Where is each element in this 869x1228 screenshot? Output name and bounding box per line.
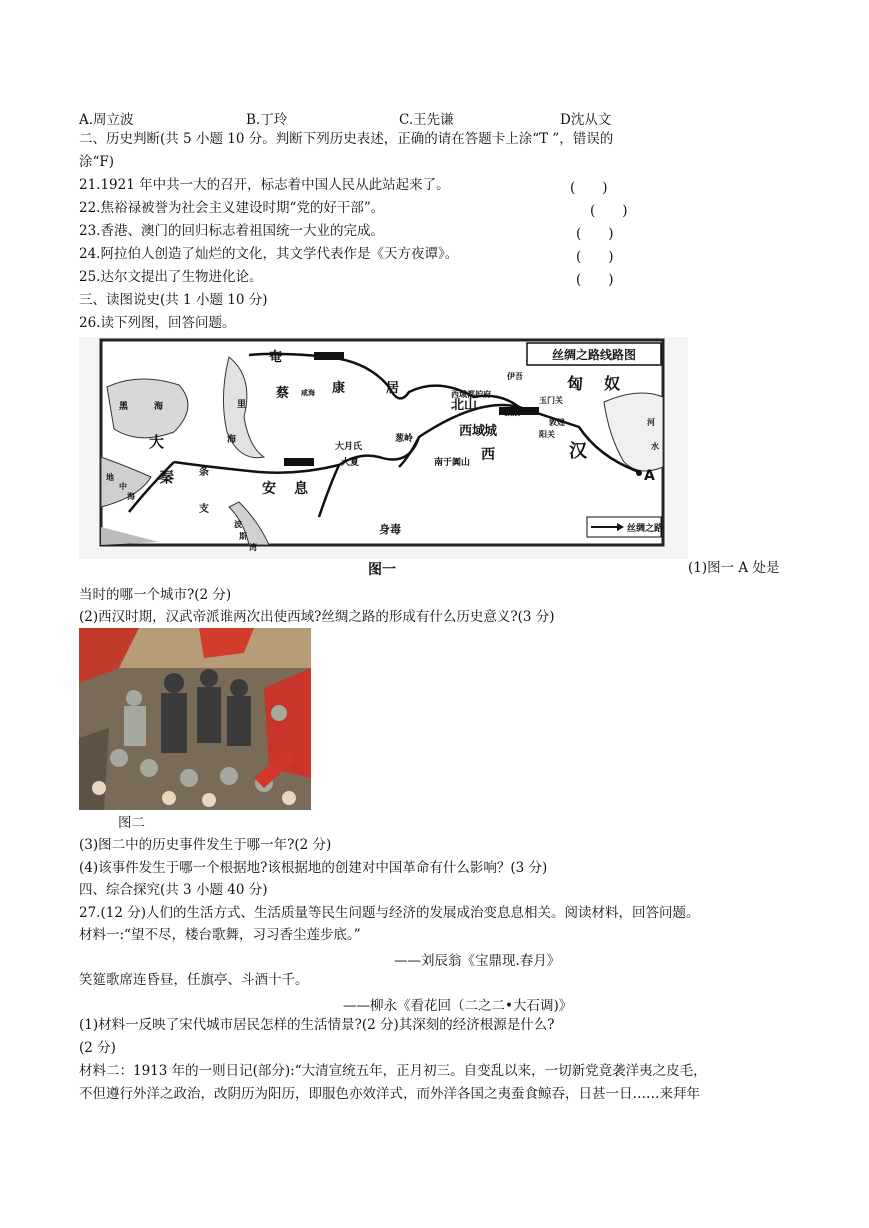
question-26: 26.读下列图，回答问题。 (79, 315, 236, 331)
silk-road-map (79, 337, 688, 559)
map-label-dayuezhi: 大月氏 (335, 442, 363, 452)
map-label-he: 河 (647, 418, 655, 427)
map-label-zhangye: 张掖 (504, 408, 520, 417)
material1-source2: ——柳永《看花回（二之二•大石调)》 (343, 998, 573, 1014)
question-26-1-cont: 当时的哪一个城市?(2 分) (79, 587, 232, 603)
map-label-lihai2: 海 (227, 435, 237, 445)
map-label-anxi2: 息 (294, 481, 308, 497)
material1-line1: 材料一:“望不尽，楼台歌舞，习习香尘莲步底。” (79, 927, 361, 943)
map-label-xiyu2: 城 (484, 424, 498, 439)
map-label-lihai: 里 (237, 400, 247, 410)
map-label-heihai: 黑 (119, 402, 129, 412)
question-27-1: (1)材料一反映了宋代城市居民怎样的生活情景?(2 分)其深刻的经济根源是什么? (79, 1017, 555, 1033)
map-label-kangju2: 居 (386, 381, 400, 396)
option-d: D沈从文 (560, 112, 612, 128)
judgment-25: 25.达尔文提出了生物进化论。 (79, 269, 263, 285)
judgment-22: 22.焦裕禄被誉为社会主义建设时期“党的好干部”。 (79, 200, 385, 216)
figure1-caption: 图一 (368, 562, 396, 578)
map-label-shui: 水 (651, 442, 659, 451)
map-label-nu: 匈 (567, 374, 584, 393)
map-label-a: A (644, 468, 655, 484)
judgment-23: 23.香港、澳门的回归标志着祖国统一大业的完成。 (79, 223, 384, 239)
question-26-3: (3)图二中的历史事件发生于哪一年?(2 分) (79, 837, 332, 853)
map-label-beishan: 北山 (451, 398, 478, 413)
map-label-yiwu: 伊吾 (507, 372, 523, 381)
question-26-4: (4)该事件发生于哪一个根据地?该根据地的创建对中国革命有什么影响？(3 分) (79, 860, 548, 876)
map-label-bosi: 波 (234, 520, 242, 529)
map-label-shendu: 身毒 (379, 523, 401, 536)
question-26-2: (2)西汉时期，汉武帝派谁两次出使西域?丝绸之路的形成有什么历史意义?(3 分) (79, 609, 555, 625)
map-label-heihai2: 海 (154, 402, 164, 412)
option-b: B.丁玲 (246, 112, 288, 128)
material2-line1: 材料二：1913 年的一则日记(部分):“大清宣统五年，正月初三。自变乱以来，一切新党竟袭洋夷之皮毛， (79, 1063, 707, 1079)
map-label-dizhonghai3: 海 (127, 492, 135, 501)
map-label-tiaozhi2: 支 (199, 504, 209, 515)
question-27-1-cont: (2 分) (79, 1040, 116, 1056)
answer-paren-21: ( ) (570, 180, 608, 196)
map-label-bosi2: 斯 (239, 532, 247, 541)
map-label-nanshan: 南于阗山 (434, 458, 471, 468)
answer-paren-25: ( ) (576, 272, 614, 288)
map-label-dizhonghai2: 中 (119, 482, 127, 491)
map-label-yumenguan: 玉门关 (539, 396, 563, 405)
map-label-xiyu: 西域 (459, 424, 486, 439)
map-label-xianhai: 咸海 (301, 389, 315, 397)
zunyi-meeting-painting (79, 628, 311, 810)
map-label-daqin: 大 (149, 433, 165, 451)
judgment-21: 21.1921 年中共一大的召开，标志着中国人民从此站起来了。 (79, 177, 450, 193)
material2-line2: 不但遵行外洋之政治，改阴历为阳历，即服色亦效洋式，而外洋各国之夷蚕食鲸吞，日甚一日……来拜年 (79, 1086, 700, 1102)
map-label-bosi3: 湾 (249, 543, 257, 552)
answer-paren-24: ( ) (576, 249, 614, 265)
material1-line2: 笑筵歌席连昏昼，任旗亭、斗酒十千。 (79, 972, 309, 988)
option-a: A.周立波 (79, 112, 134, 128)
map-label-daqin2: 秦 (159, 468, 175, 486)
map-label-yancai2: 蔡 (276, 386, 290, 401)
answer-paren-23: ( ) (576, 226, 614, 242)
map-label-anxi: 安 (262, 481, 276, 497)
section4-title: 四、综合探究(共 3 小题 40 分) (79, 882, 268, 898)
map-label-yangguan: 阳关 (539, 430, 555, 439)
map-label-nu2: 奴 (604, 374, 621, 393)
section2-title: 二、历史判断(共 5 小题 10 分。判断下列历史表述，正确的请在答题卡上涂“T ”，错误的 (79, 131, 614, 147)
map-title: 丝绸之路线路图 (551, 348, 637, 362)
map-label-xi: 西 (481, 447, 495, 463)
map-label-congling: 葱岭 (395, 434, 414, 444)
section2-title-cont: 涂“F) (79, 154, 115, 170)
map-label-yancai: 奄 (269, 350, 283, 365)
map-label-xiyuduhufu: 西域都护府 (451, 390, 491, 399)
map-label-dunhuang: 敦煌 (549, 418, 565, 427)
map-label-dizhonghai: 地 (106, 473, 114, 482)
map-label-han: 汉 (569, 441, 587, 462)
map-label-daxia: 大夏 (341, 458, 360, 468)
answer-paren-22: ( ) (590, 203, 628, 219)
question-26-1: (1)图一 A 处是 (688, 560, 780, 576)
material1-source1: ——刘辰翁《宝鼎现.春月》 (394, 953, 561, 969)
question-27: 27.(12 分)人们的生活方式、生活质量等民生问题与经济的发展成治变息息相关。阅读材料，回答问题。 (79, 905, 700, 921)
map-label-kangju: 康 (332, 381, 346, 396)
section3-title: 三、读图说史(共 1 小题 10 分) (79, 292, 268, 308)
map-legend-label: 丝绸之路 (627, 524, 664, 534)
figure2-caption: 图二 (118, 815, 145, 831)
option-c: C.王先谦 (399, 112, 454, 128)
judgment-24: 24.阿拉伯人创造了灿烂的文化，其文学代表作是《天方夜谭》。 (79, 246, 459, 262)
map-label-tiaozhi: 条 (199, 467, 209, 478)
